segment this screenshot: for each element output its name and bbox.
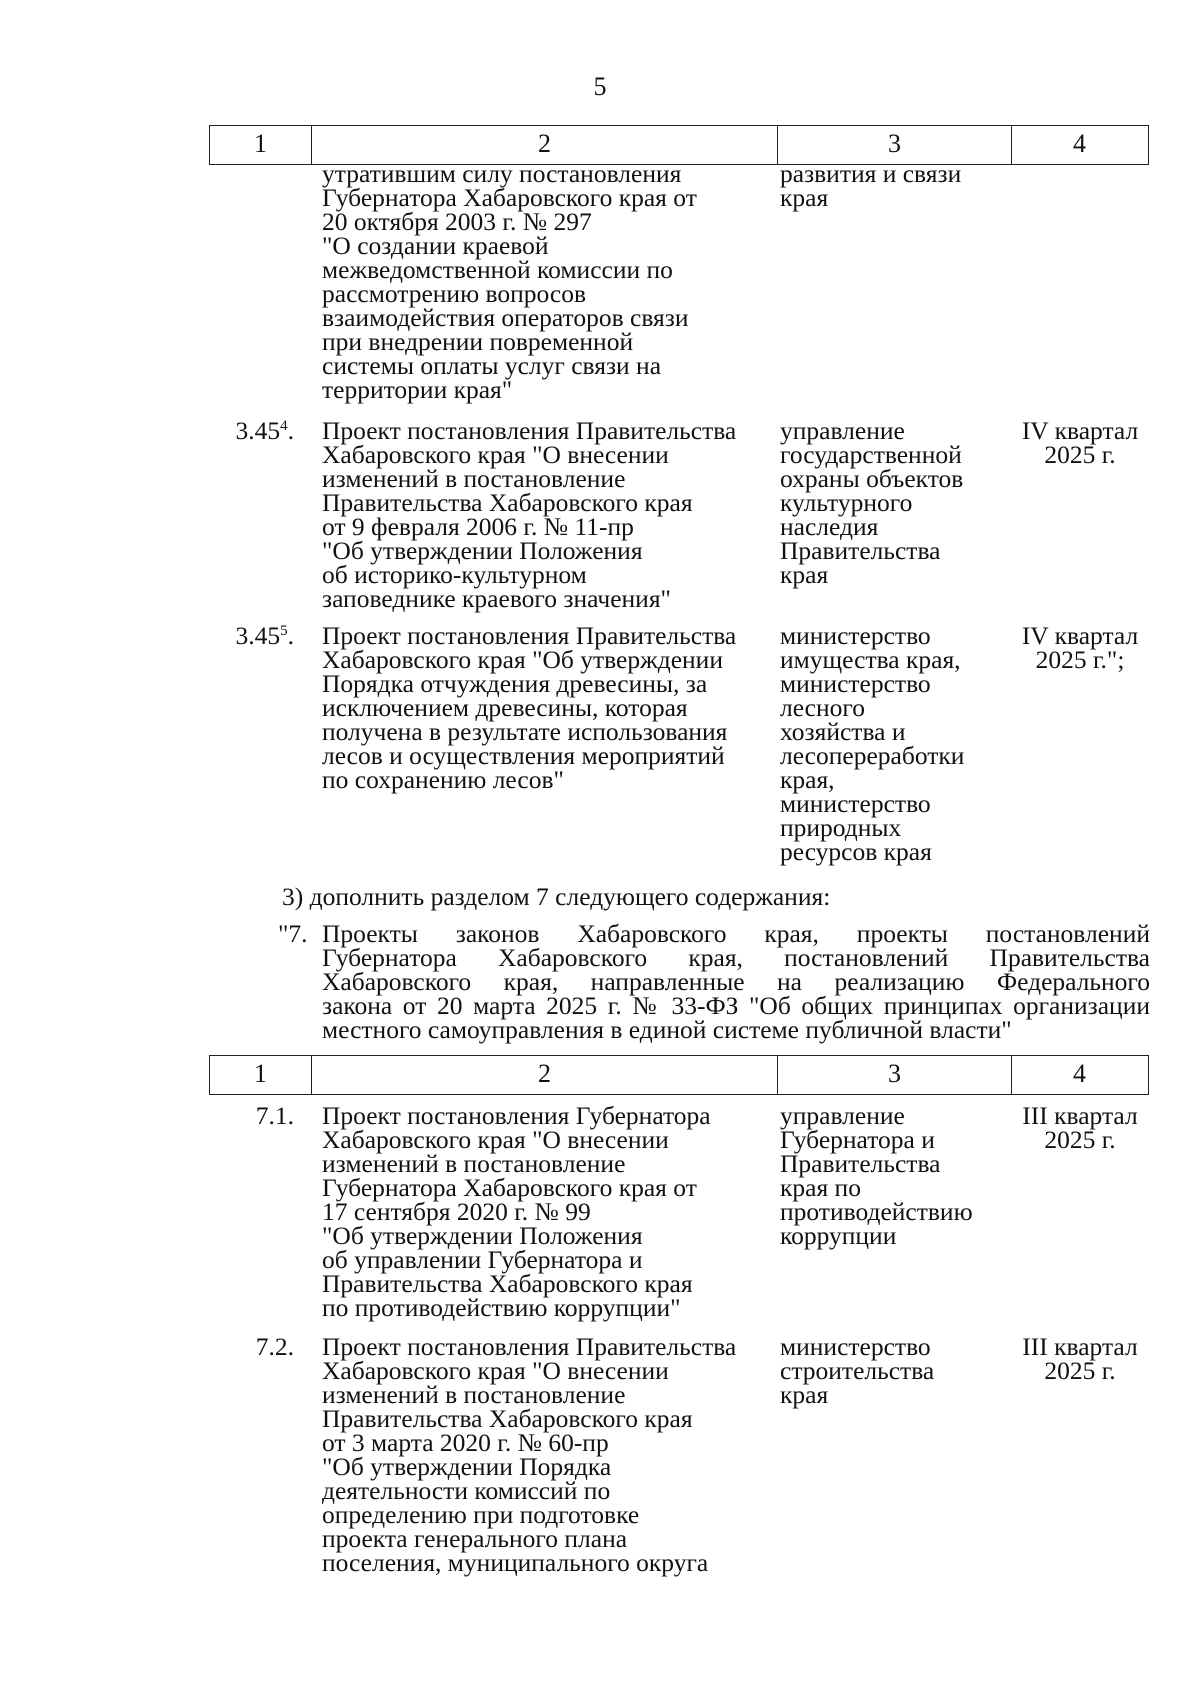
row-deadline: III квартал 2025 г. bbox=[1022, 1101, 1138, 1154]
continuation-executor: развития и связи края bbox=[780, 159, 962, 212]
row-text: Проект постановления Губернатора Хабаровского края "О внесении изменений в постановление Губернатора Хабаровского края от 17 сентября 2020 г. № 99 "Об утверждении Положения об управлении Губернатора и Правительства Хабаровского края по противодействию коррупции" bbox=[322, 1101, 711, 1322]
header-col-2: 2 bbox=[312, 1056, 778, 1094]
header-col-4: 4 bbox=[1073, 129, 1086, 158]
table-header-bottom bbox=[209, 1055, 1149, 1095]
section-7-line: Губернатора Хабаровского края, постановлений Правительства bbox=[322, 943, 1150, 972]
section-7-line: Проекты законов Хабаровского края, проекты постановлений bbox=[322, 919, 1150, 948]
header-col-1: 1 bbox=[210, 126, 312, 164]
row-executor: управление Губернатора и Правительства края по противодействию коррупции bbox=[780, 1101, 973, 1250]
row-number: 7.1. bbox=[255, 1101, 294, 1130]
header-col-2: 2 bbox=[312, 126, 778, 164]
header-col-4: 4 bbox=[1073, 1059, 1086, 1088]
row-deadline: IV квартал 2025 г. bbox=[1021, 416, 1139, 469]
header-col-3: 3 bbox=[778, 1056, 1012, 1094]
row-executor: министерство имущества края, министерство лесного хозяйства и лесопереработки края, министерство природных ресурсов края bbox=[780, 621, 965, 866]
row-deadline: IV квартал 2025 г."; bbox=[1021, 621, 1139, 674]
section-7-prefix: "7. bbox=[278, 919, 308, 948]
header-col-3: 3 bbox=[778, 126, 1012, 164]
row-text: Проект постановления Правительства Хабаровского края "О внесении изменений в постановление Правительства Хабаровского края от 3 марта 2020 г. № 60-пр "Об утверждении Порядка деятельности комиссий по определению при подготовке проекта генерального плана поселения, муниципального округа bbox=[322, 1332, 737, 1577]
page-number: 5 bbox=[593, 72, 607, 101]
row-text: Проект постановления Правительства Хабаровского края "О внесении изменений в постановление Правительства Хабаровского края от 9 февраля 2006 г. № 11-пр "Об утверждении Положения об историко-культурном заповеднике краевого значения" bbox=[322, 416, 737, 613]
row-deadline: III квартал 2025 г. bbox=[1022, 1332, 1138, 1385]
row-executor: министерство строительства края bbox=[780, 1332, 935, 1409]
row-number: 3.45$^4$. bbox=[235, 416, 294, 445]
row-number: 3.45$^5$. bbox=[235, 621, 294, 650]
section-7-line: закона от 20 марта 2025 г. № 33-ФЗ "Об общих принципах организации bbox=[322, 991, 1150, 1020]
row-executor: управление государственной охраны объектов культурного наследия Правительства края bbox=[780, 416, 964, 589]
row-number: 7.2. bbox=[255, 1332, 294, 1361]
section-7-line: местного самоуправления в единой системе публичной власти" bbox=[322, 1015, 1012, 1044]
header-col-1: 1 bbox=[210, 1056, 312, 1094]
paragraph-3: 3) дополнить разделом 7 следующего содержания: bbox=[282, 882, 831, 911]
continuation-text: утратившим силу постановления Губернатора Хабаровского края от 20 октября 2003 г. № 297 "О создании краевой межведомственной комиссии по рассмотрению вопросов взаимодействия операторов связи при внедрении повременной системы оплаты услуг связи на территории края" bbox=[322, 159, 697, 404]
row-text: Проект постановления Правительства Хабаровского края "Об утверждении Порядка отчуждения древесины, за исключением древесины, которая получена в результате использования лесов и осуществления мероприятий по сохранению лесов" bbox=[322, 621, 737, 794]
section-7-line: Хабаровского края, направленные на реализацию Федерального bbox=[322, 967, 1150, 996]
